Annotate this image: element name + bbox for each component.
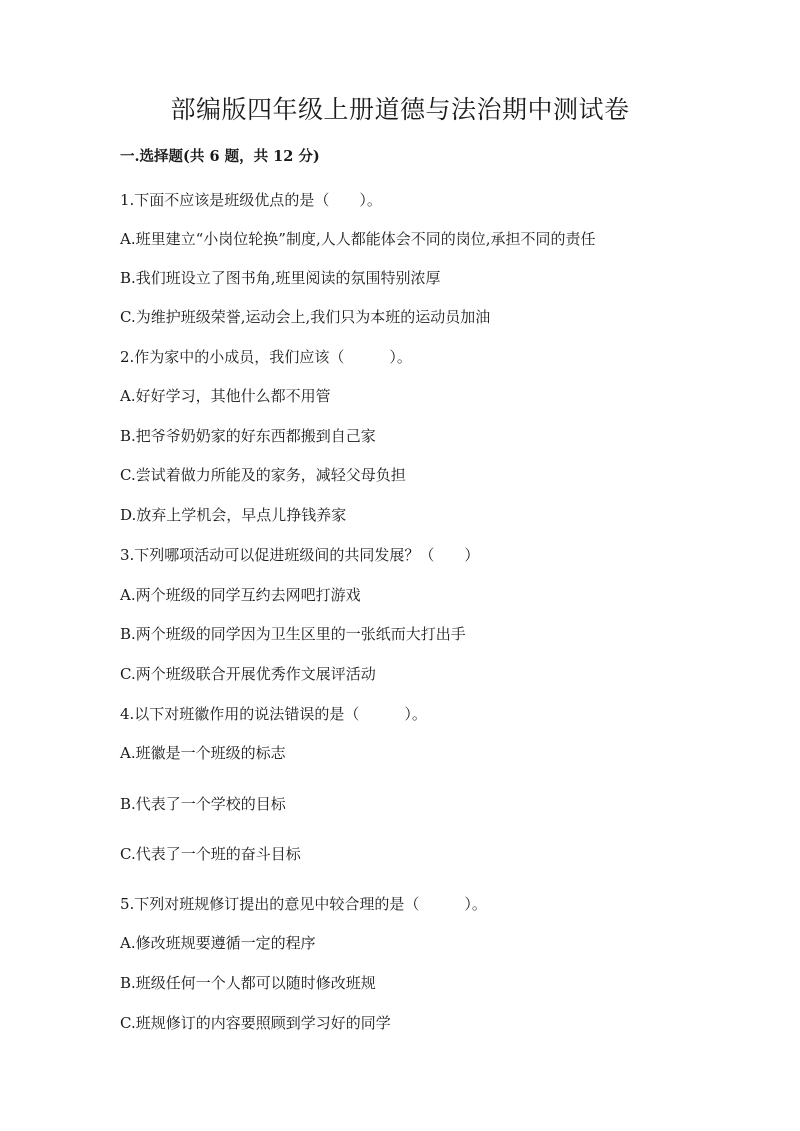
question-stem-5: 5.下列对班规修订提出的意见中较合理的是（ ）。 [120, 895, 487, 913]
option-4-c: C.代表了一个班的奋斗目标 [120, 845, 301, 863]
page-title: 部编版四年级上册道德与法治期中测试卷 [170, 95, 630, 124]
option-4-a: A.班徽是一个班级的标志 [120, 744, 286, 762]
question-stem-1: 1.下面不应该是班级优点的是（ ）。 [120, 191, 382, 209]
option-1-a: A.班里建立“小岗位轮换”制度,人人都能体会不同的岗位,承担不同的责任 [120, 230, 596, 248]
option-2-b: B.把爷爷奶奶家的好东西都搬到自己家 [120, 427, 376, 445]
option-4-b: B.代表了一个学校的目标 [120, 795, 286, 813]
option-2-a: A.好好学习，其他什么都不用管 [120, 387, 331, 405]
option-1-c: C.为维护班级荣誉,运动会上,我们只为本班的运动员加油 [120, 308, 491, 326]
option-5-a: A.修改班规要遵循一定的程序 [120, 934, 316, 952]
option-2-c: C.尝试着做力所能及的家务，减轻父母负担 [120, 466, 406, 484]
option-3-a: A.两个班级的同学互约去网吧打游戏 [120, 586, 361, 604]
question-stem-2: 2.作为家中的小成员，我们应该（ ）。 [120, 348, 412, 366]
option-5-c: C.班规修订的内容要照顾到学习好的同学 [120, 1014, 391, 1032]
section-heading: 一.选择题(共 6 题，共 12 分) [120, 148, 320, 165]
question-stem-4: 4.以下对班徽作用的说法错误的是（ ）。 [120, 705, 427, 723]
option-3-c: C.两个班级联合开展优秀作文展评活动 [120, 665, 376, 683]
option-3-b: B.两个班级的同学因为卫生区里的一张纸而大打出手 [120, 625, 466, 643]
option-2-d: D.放弃上学机会，早点儿挣钱养家 [120, 506, 347, 524]
question-stem-3: 3.下列哪项活动可以促进班级间的共同发展？（ ） [120, 546, 480, 564]
option-1-b: B.我们班设立了图书角,班里阅读的氛围特别浓厚 [120, 269, 441, 287]
option-5-b: B.班级任何一个人都可以随时修改班规 [120, 974, 376, 992]
